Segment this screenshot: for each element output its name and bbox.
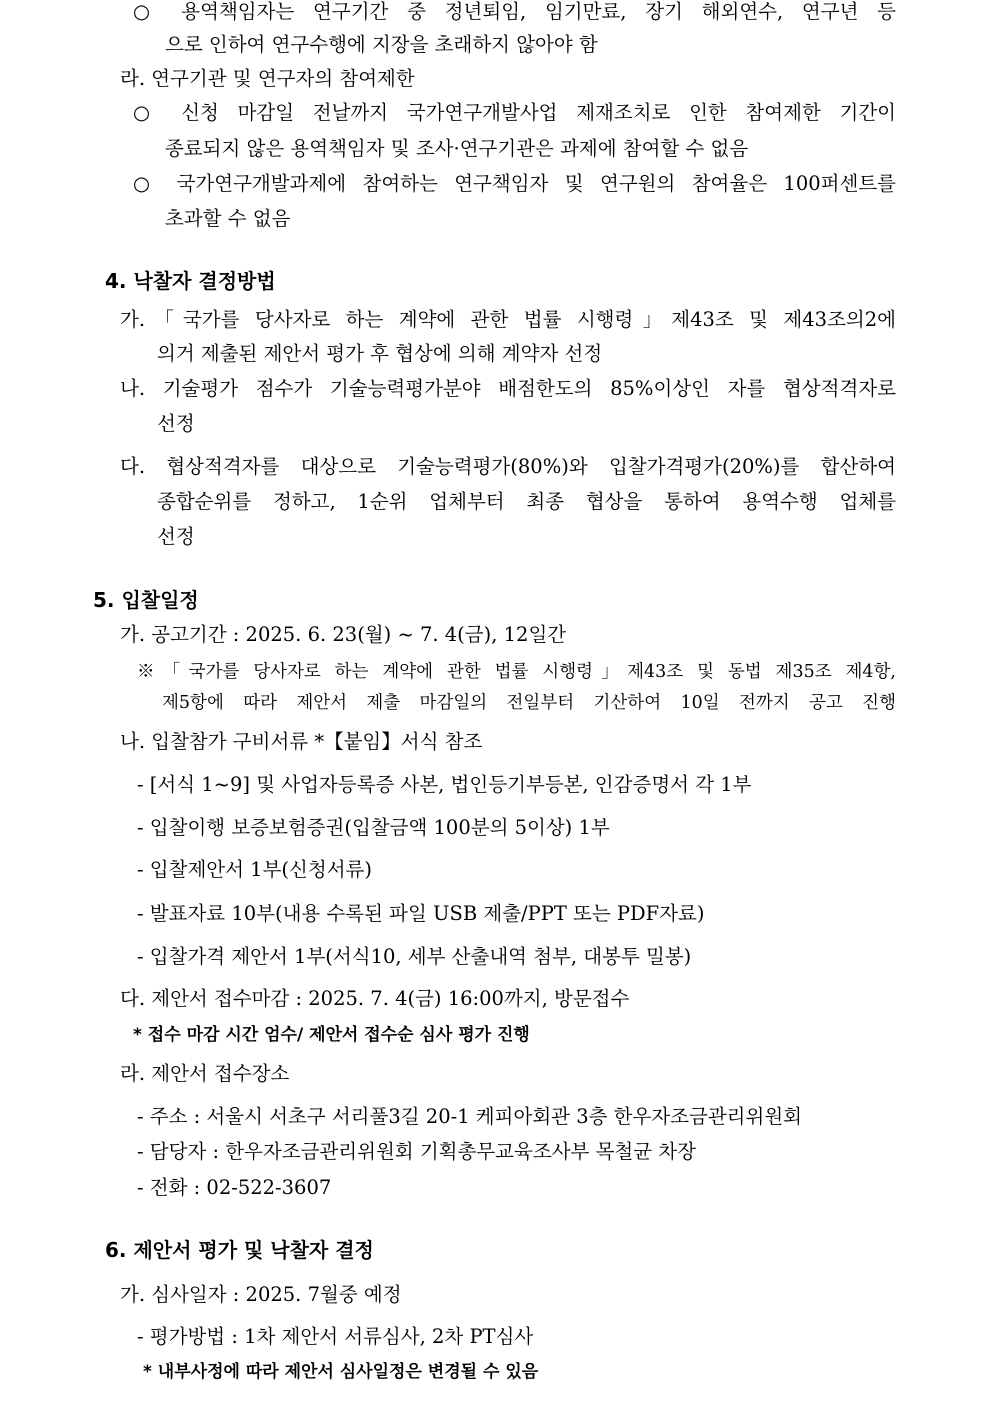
bullet-line: ○ 용역책임자는 연구기간 중 정년퇴임, 임기만료, 장기 해외연수, 연구년 등: [133, 0, 896, 23]
item-cont: 의거 제출된 제안서 평가 후 협상에 의해 계약자 선정: [157, 342, 603, 365]
section-heading-6: 6. 제안서 평가 및 낙찰자 결정: [105, 1238, 374, 1262]
item-line: 가. 심사일자 : 2025. 7월중 예정: [120, 1283, 402, 1306]
item-line: 나. 입찰참가 구비서류 *【붙임】서식 참조: [120, 730, 483, 753]
note-line: ※「국가를 당사자로 하는 계약에 관한 법률 시행령」제43조 및 동법 제35조 제4항,: [137, 662, 896, 682]
dash-line: - [서식 1~9] 및 사업자등록증 사본, 법인등기부등본, 인감증명서 각 1부: [137, 773, 752, 796]
bullet-line: ○ 국가연구개발과제에 참여하는 연구책임자 및 연구원의 참여율은 100퍼센트를: [133, 172, 896, 195]
bullet-cont: 종료되지 않은 용역책임자 및 조사·연구기관은 과제에 참여할 수 없음: [165, 137, 749, 160]
bullet-line: ○ 신청 마감일 전날까지 국가연구개발사업 제재조치로 인한 참여제한 기간이: [133, 101, 896, 124]
bold-note: * 접수 마감 시간 엄수/ 제안서 접수순 심사 평가 진행: [133, 1025, 530, 1045]
dash-line: - 입찰이행 보증보험증권(입찰금액 100분의 5이상) 1부: [137, 816, 610, 839]
dash-line: - 전화 : 02-522-3607: [137, 1176, 332, 1199]
item-cont: 선정: [157, 525, 195, 548]
dash-line: - 입찰가격 제안서 1부(서식10, 세부 산출내역 첨부, 대봉투 밀봉): [137, 945, 692, 968]
item-line: 다. 제안서 접수마감 : 2025. 7. 4(금) 16:00까지, 방문접수: [120, 987, 630, 1010]
bullet-cont: 초과할 수 없음: [165, 207, 291, 230]
dash-line: - 입찰제안서 1부(신청서류): [137, 858, 372, 881]
section-heading-5: 5. 입찰일정: [93, 588, 199, 612]
item-line: 가. 공고기간 : 2025. 6. 23(월) ~ 7. 4(금), 12일간: [120, 623, 567, 646]
dash-line: - 발표자료 10부(내용 수록된 파일 USB 제출/PPT 또는 PDF자료): [137, 902, 705, 925]
bullet-cont: 으로 인하여 연구수행에 지장을 초래하지 않아야 함: [165, 33, 598, 56]
section-heading-4: 4. 낙찰자 결정방법: [105, 269, 276, 293]
item-line: 라. 제안서 접수장소: [120, 1062, 290, 1085]
item-line: 가.「국가를 당사자로 하는 계약에 관한 법률 시행령」제43조 및 제43조의2에: [120, 308, 896, 331]
dash-line: - 평가방법 : 1차 제안서 서류심사, 2차 PT심사: [137, 1325, 534, 1348]
note-cont: 제5항에 따라 제안서 제출 마감일의 전일부터 기산하여 10일 전까지 공고 진행: [162, 693, 896, 713]
item-line: 나. 기술평가 점수가 기술능력평가분야 배점한도의 85%이상인 자를 협상적격자로: [120, 377, 896, 400]
subsection-title: 라. 연구기관 및 연구자의 참여제한: [120, 67, 415, 90]
item-line: 다. 협상적격자를 대상으로 기술능력평가(80%)와 입찰가격평가(20%)를 합산하여: [120, 455, 896, 478]
dash-line: - 주소 : 서울시 서초구 서리풀3길 20-1 케피아회관 3층 한우자조금관리위원회: [137, 1105, 803, 1128]
item-cont: 종합순위를 정하고, 1순위 업체부터 최종 협상을 통하여 용역수행 업체를: [157, 490, 896, 513]
bold-note: * 내부사정에 따라 제안서 심사일정은 변경될 수 있음: [143, 1362, 539, 1382]
item-cont: 선정: [157, 412, 195, 435]
dash-line: - 담당자 : 한우자조금관리위원회 기획총무교육조사부 목철균 차장: [137, 1140, 696, 1163]
